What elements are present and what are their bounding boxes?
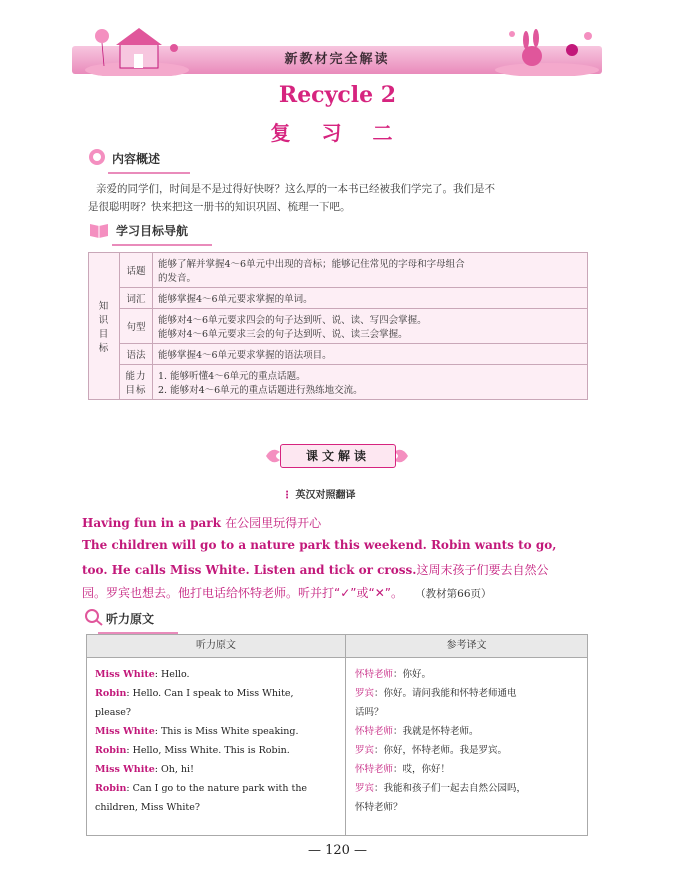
goal-topic-text: 能够了解并掌握4～6单元中出现的音标；能够记住常见的字母和字母组合 的发音。 [153, 253, 588, 288]
goals-heading [88, 222, 248, 242]
knowledge-goal-label: 知识 目标 [89, 253, 120, 400]
transcript-col-translation: 参考译文 [346, 635, 587, 658]
house-illustration-icon [82, 18, 192, 76]
goal-sub-sentence: 句型 [120, 309, 153, 344]
book-icon [88, 220, 110, 238]
overview-line-1: 亲爱的同学们，时间是不是过得好快呀？这么厚的一本书已经被我们学完了。我们是不 [96, 183, 495, 195]
page-header [72, 18, 602, 80]
transcript-table [86, 634, 588, 836]
goal-grammar-text: 能够掌握4～6单元要求掌握的语法项目。 [153, 344, 588, 365]
overview-icon [88, 148, 106, 166]
section-banner [262, 444, 412, 468]
page-title-en: Recycle 2 [278, 82, 397, 108]
ability-goal-text: 1. 能够听懂4～6单元的重点话题。 2. 能够对4～6单元的重点话题进行熟练地交流。 [153, 365, 588, 400]
instruction-line-2: too. He calls Miss White. Listen and tick or cross.这周末孩子们要去自然公 [82, 563, 549, 577]
goal-vocab-text: 能够掌握4～6单元要求掌握的单词。 [153, 288, 588, 309]
banner-text: 课文解读 [280, 444, 396, 468]
instruction-line-1: The children will go to a nature park this weekend. Robin wants to go, [82, 538, 557, 552]
goal-sub-vocab: 词汇 [120, 288, 153, 309]
transcript-chinese: 怀特老师：你好。 罗宾：你好。请问我能和怀特老师通电 话吗？ 怀特老师：我就是怀特老师。 罗宾：你好，怀特老师。我是罗宾。 怀特老师：哎，你好！ 罗宾：我能和孩子们一起去自然公园吗， 怀特老师？ [355, 669, 527, 813]
goal-sub-grammar: 语法 [120, 344, 153, 365]
overview-text [88, 180, 598, 216]
transcript-col-original: 听力原文 [87, 635, 346, 658]
magnifier-icon [84, 608, 104, 626]
book-title: 新教材完全解读 [284, 52, 390, 67]
goals-table [88, 252, 588, 400]
page-title-cn: 复 习 二 [270, 121, 405, 145]
goal-sub-topic: 话题 [120, 253, 153, 288]
transcript-english: Miss White: Hello. Robin: Hello. Can I speak to Miss White, please? Miss White: This is Miss White speaking. Robin: Hello, Miss White. This is Robin. Miss White: Oh, hi! Robin: Can I go to the nature park with the children, Miss White? [95, 669, 308, 813]
listening-heading [84, 610, 204, 630]
overview-heading [88, 150, 208, 170]
overview-heading-text: 内容概述 [112, 152, 161, 166]
goal-sentence-text: 能够对4～6单元要求四会的句子达到听、说、读、写四会掌握。 能够对4～6单元要求三会的句子达到听、说、读三会掌握。 [153, 309, 588, 344]
page-number: — 120 — [307, 843, 368, 858]
overview-line-2: 是很聪明呀？快来把这一册书的知识巩固、梳理一下吧。 [88, 201, 351, 213]
lesson-heading: Having fun in a park 在公园里玩得开心 [82, 516, 322, 530]
bilingual-label: ⋮ 英汉对照翻译 [282, 490, 356, 501]
goals-heading-text: 学习目标导航 [116, 224, 189, 238]
ability-goal-label: 能力 目标 [120, 365, 153, 400]
instruction-line-3: 园。罗宾也想去。他打电话给怀特老师。听并打“✓”或“✕”。 （教材第66页） [82, 586, 492, 600]
listening-heading-text: 听力原文 [106, 612, 155, 626]
